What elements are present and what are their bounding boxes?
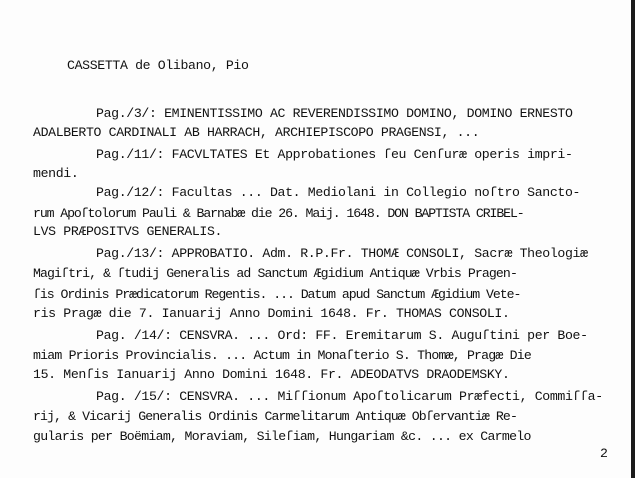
text-line: Magiſtri, & ſtudij Generalis ad Sanctum Ægidium Antiquæ Vrbis Pragen-	[33, 266, 517, 281]
text-line: Pag. /15/: CENSVRA. ... Miſſionum Apoſtolicarum Præfecti, Commiſſa-	[96, 389, 603, 404]
card-heading: CASSETTA de Olibano, Pio	[67, 58, 249, 73]
text-line: Pag. /14/: CENSVRA. ... Ord: FF. Eremitarum S. Auguſtini per Boe-	[96, 328, 588, 343]
text-line: Pag./11/: FACVLTATES Et Approbationes ſeu Cenſuræ operis impri-	[96, 147, 573, 162]
text-line: rum Apoſtolorum Pauli & Barnabæ die 26. Maij. 1648. DON BAPTISTA CRIBEL-	[33, 206, 524, 221]
text-line: rij, & Vicarij Generalis Ordinis Carmelitarum Antiquæ Obſervantiæ Re-	[33, 409, 517, 424]
text-line: ſis Ordinis Prædicatorum Regentis. ... Datum apud Sanctum Ægidium Vete-	[33, 287, 521, 302]
text-line: 15. Menſis Ianuarij Anno Domini 1648. Fr. ADEODATVS DRAODEMSKY.	[33, 367, 510, 382]
text-line: gularis per Boëmiam, Moraviam, Sileſiam, Hungariam &c. ... ex Carmelo	[33, 429, 531, 444]
text-line: ris Pragæ die 7. Ianuarij Anno Domini 1648. Fr. THOMAS CONSOLI.	[33, 306, 510, 321]
text-line: ADALBERTO CARDINALI AB HARRACH, ARCHIEPISCOPO PRAGENSI, ...	[33, 125, 480, 140]
text-line: Pag./3/: EMINENTISSIMO AC REVERENDISSIMO DOMINO, DOMINO ERNESTO	[96, 106, 573, 121]
text-line: mendi.	[33, 166, 79, 181]
page-number: 2	[600, 446, 608, 461]
text-line: Pag./12/: Facultas ... Dat. Mediolani in Collegio noſtro Sancto-	[96, 185, 581, 200]
card-edge-shadow	[631, 0, 635, 478]
text-line: Pag./13/: APPROBATIO. Adm. R.P.Fr. THOMÆ CONSOLI, Sacræ Theologiæ	[96, 246, 588, 261]
text-line: LVS PRÆPOSITVS GENERALIS.	[33, 224, 223, 239]
text-line: miam Prioris Provincialis. ... Actum in Monaſterio S. Thomæ, Pragæ Die	[33, 348, 531, 363]
